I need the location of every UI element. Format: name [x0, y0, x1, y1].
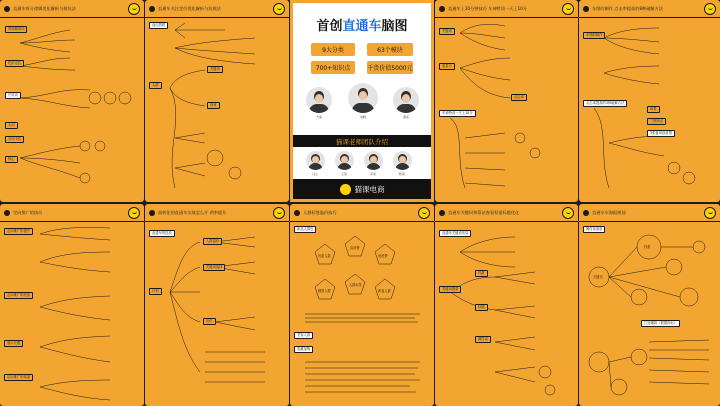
- brand-logo-icon: [340, 184, 351, 195]
- teacher-avatar: [335, 151, 354, 170]
- header-dot: [583, 6, 589, 12]
- node: 关键词选择: [203, 264, 225, 271]
- brand-name: 猫课电商: [354, 184, 385, 194]
- teacher-avatar: [364, 151, 383, 170]
- node: 操作前准备: [583, 226, 605, 233]
- mindmap-lines: [145, 18, 289, 202]
- mindmap-card-5: [0, 204, 144, 406]
- cat-logo-icon: [273, 207, 285, 219]
- node: 选词思路: [149, 22, 168, 29]
- node-label: 优质人群: [318, 254, 331, 258]
- node: 人群溢价: [203, 238, 222, 245]
- brand-footer: [293, 179, 431, 199]
- teacher-name: 刘晓: [359, 115, 367, 119]
- node-label: 低消费: [378, 254, 388, 258]
- mindmap-lines: [290, 222, 434, 406]
- mindmap-lines: [0, 18, 144, 202]
- node: 关键词搜索: [439, 286, 461, 293]
- mindmap-card-6: [145, 204, 289, 406]
- mindmap-card-1: [0, 0, 144, 202]
- node: 质量分: [439, 63, 455, 70]
- node: 车神特训一天上10分: [439, 110, 476, 117]
- header-dot: [583, 210, 589, 216]
- node: 场景: [647, 106, 660, 113]
- node: 直通车的投放: [149, 230, 175, 237]
- teacher-name: 方某: [315, 115, 323, 119]
- node-label: 高消费: [350, 246, 360, 250]
- teacher-avatar: [306, 151, 325, 170]
- node: 关键词: [439, 28, 455, 35]
- intro-card: [290, 0, 434, 202]
- node-label: 人群标签: [349, 283, 362, 287]
- stat-badge: 63个模块: [367, 43, 413, 56]
- node: 新品人群包: [294, 226, 316, 233]
- card-title: 直通车上10分钟技巧 车神特训一天上10分: [448, 5, 527, 11]
- node: 展示位置: [4, 340, 23, 347]
- mindmap-card-9: [579, 204, 720, 406]
- cat-logo-icon: [704, 3, 716, 15]
- cat-logo-icon: [418, 207, 430, 219]
- node: 定向推广的提升: [4, 228, 33, 235]
- node: 点击率提高的3种破解方法: [583, 100, 627, 107]
- card-title: 直通车关键词和算法查看权重标题优化: [448, 209, 520, 215]
- node: 关键词: [207, 66, 223, 73]
- node-label: 权重: [644, 245, 651, 249]
- node: 权重: [475, 270, 488, 277]
- card-title: 直通车拆分逻辑优化解析与排坑法: [13, 5, 76, 11]
- node: 计划: [149, 288, 162, 295]
- teacher-avatar: [393, 151, 412, 170]
- node: 托价定位: [5, 60, 24, 67]
- node: 属性词: [475, 336, 491, 343]
- header-dot: [149, 6, 155, 12]
- teacher-name: 马立: [311, 172, 319, 176]
- teacher-avatar: [348, 83, 378, 113]
- mindmap-card-8: [435, 204, 578, 406]
- node: 标题: [475, 304, 488, 311]
- cat-logo-icon: [273, 3, 285, 15]
- header-dot: [4, 6, 10, 12]
- mindmap-lines: [435, 222, 578, 406]
- node: 3张备用创意图: [647, 130, 675, 137]
- node: 点击率: [511, 94, 527, 101]
- node: 出价: [203, 318, 216, 325]
- header-dot: [149, 210, 155, 216]
- card-title: 高转化的直通车实战怎么开 两率提升: [158, 209, 227, 215]
- node: 定向推广的渠道: [4, 374, 33, 381]
- mindmap-card-4: [579, 0, 720, 202]
- node-label: 新客人群: [378, 289, 391, 293]
- cat-logo-icon: [128, 207, 140, 219]
- card-title: 人群标签溢价技巧: [303, 209, 337, 215]
- stat-badge: 9大分类: [311, 43, 355, 56]
- node: 定向推广的投放: [4, 292, 33, 299]
- node: 老客人群: [294, 332, 313, 339]
- teacher-avatar: [306, 87, 332, 113]
- main-title: 首创直通车脑图: [316, 18, 408, 33]
- node-label: 精准人群: [318, 289, 331, 293]
- stat-badge: 700+知识点: [311, 61, 355, 74]
- header-dot: [294, 210, 300, 216]
- cat-logo-icon: [704, 207, 716, 219]
- node: 三图卖点: [647, 118, 666, 125]
- teacher-avatar: [393, 87, 419, 113]
- teacher-name: 黄某: [402, 115, 410, 119]
- cat-logo-icon: [562, 3, 574, 15]
- mindmap-lines: [145, 222, 289, 406]
- node: 分词卡位: [5, 136, 24, 143]
- node: 核心: [5, 156, 18, 163]
- card-title: 直通车关注定位优化解析与坑规法: [158, 5, 221, 11]
- node: 直通车关键词布局: [439, 230, 471, 237]
- node: 创意: [207, 102, 220, 109]
- mindmap-card-3: [435, 0, 578, 202]
- card-title: 直通车车海报规划: [592, 209, 626, 215]
- node: 人群: [149, 82, 162, 89]
- mindmap-card-2: [145, 0, 289, 202]
- node: 常规精准词: [5, 26, 27, 33]
- node: 车图的制作: [583, 32, 605, 39]
- mindmap-card-7: [290, 204, 434, 406]
- node: 长尾词: [5, 92, 21, 99]
- header-dot: [4, 210, 10, 216]
- header-dot: [439, 210, 445, 216]
- node-label: 关键词: [593, 275, 603, 279]
- teacher-name: 李某: [369, 172, 377, 176]
- teacher-name: 王某: [340, 172, 348, 176]
- stat-badge: 千货价值5000元: [367, 61, 413, 74]
- node: 大词: [5, 122, 18, 129]
- teacher-name: 陈某: [398, 172, 406, 176]
- cat-logo-icon: [128, 3, 140, 15]
- node: 打造爆款（数据指标）: [641, 320, 680, 327]
- card-title: 定向推广的技巧: [13, 209, 43, 215]
- team-banner: 猫课老师团队介绍: [293, 135, 431, 147]
- mindmap-lines: [579, 222, 720, 406]
- card-title: 车图的制作 点击率提高的8种破解方法: [592, 5, 663, 11]
- node: 收藏加购: [294, 346, 313, 353]
- header-dot: [439, 6, 445, 12]
- cat-logo-icon: [562, 207, 574, 219]
